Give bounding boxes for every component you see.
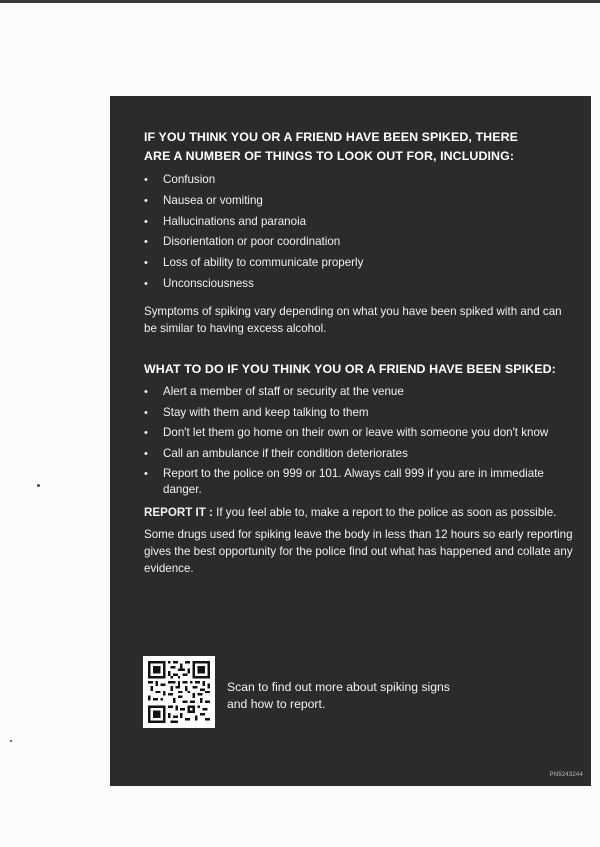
bullet-icon: • — [144, 257, 148, 270]
list-item: • Hallucinations and paranoia — [144, 214, 307, 228]
bullet-icon: • — [144, 447, 148, 460]
list-item: • Disorientation or poor coordination — [144, 235, 341, 249]
qr-code-icon[interactable] — [143, 656, 215, 728]
scan-speck — [10, 740, 12, 742]
list-item: • Don't let them go home on their own or leave with someone you don't know — [144, 426, 549, 440]
symptoms-note: Symptoms of spiking vary depending on what you have been spiked with and can be similar to having excess alcohol. — [144, 304, 562, 335]
drugs-paragraph: Some drugs used for spiking leave the body in less than 12 hours so early reporting gives the best opportunity for the police find out what has happened and collate any evidence. — [144, 528, 573, 576]
list-item: • Loss of ability to communicate properly — [144, 256, 364, 270]
poster-reference-code: PN5243244 — [549, 772, 583, 778]
list-item: • Call an ambulance if their condition deteriorates — [144, 446, 408, 460]
bullet-icon: • — [144, 174, 148, 186]
actions-list — [144, 384, 574, 498]
list-item: • Stay with them and keep talking to them — [144, 405, 369, 419]
actions-heading: WHAT TO DO IF YOU THINK YOU OR A FRIEND HAVE BEEN SPIKED: — [144, 361, 556, 376]
symptoms-list — [144, 172, 574, 292]
bullet-icon: • — [144, 406, 148, 419]
bullet-icon: • — [144, 468, 148, 481]
scan-speck — [37, 484, 40, 487]
list-item: • Unconsciousness — [144, 276, 254, 290]
report-paragraph — [144, 504, 574, 521]
list-item: • Nausea or vomiting — [144, 193, 263, 207]
spiking-poster — [110, 96, 591, 786]
report-text: If you feel able to, make a report to the police as soon as possible. — [212, 506, 557, 520]
scan-edge — [0, 0, 600, 3]
bullet-icon: • — [144, 194, 148, 207]
report-label: REPORT IT : — [144, 506, 213, 520]
bullet-icon: • — [144, 236, 148, 249]
symptoms-heading: IF YOU THINK YOU OR A FRIEND HAVE BEEN SPIKED, THERE ARE A NUMBER OF THINGS TO LOOK OUT FOR, INCLUDING: — [144, 130, 518, 163]
list-item: • Report to the police on 999 or 101. Always call 999 if you are in immediate danger. — [144, 467, 544, 497]
bullet-icon: • — [144, 427, 148, 440]
list-item: • Alert a member of staff or security at the venue — [144, 384, 404, 398]
bullet-icon: • — [144, 277, 148, 290]
bullet-icon: • — [144, 385, 148, 398]
list-item: • Confusion — [144, 173, 216, 186]
bullet-icon: • — [144, 215, 148, 228]
scan-instruction: Scan to find out more about spiking signs and how to report. — [227, 680, 450, 711]
poster-content — [144, 128, 574, 577]
